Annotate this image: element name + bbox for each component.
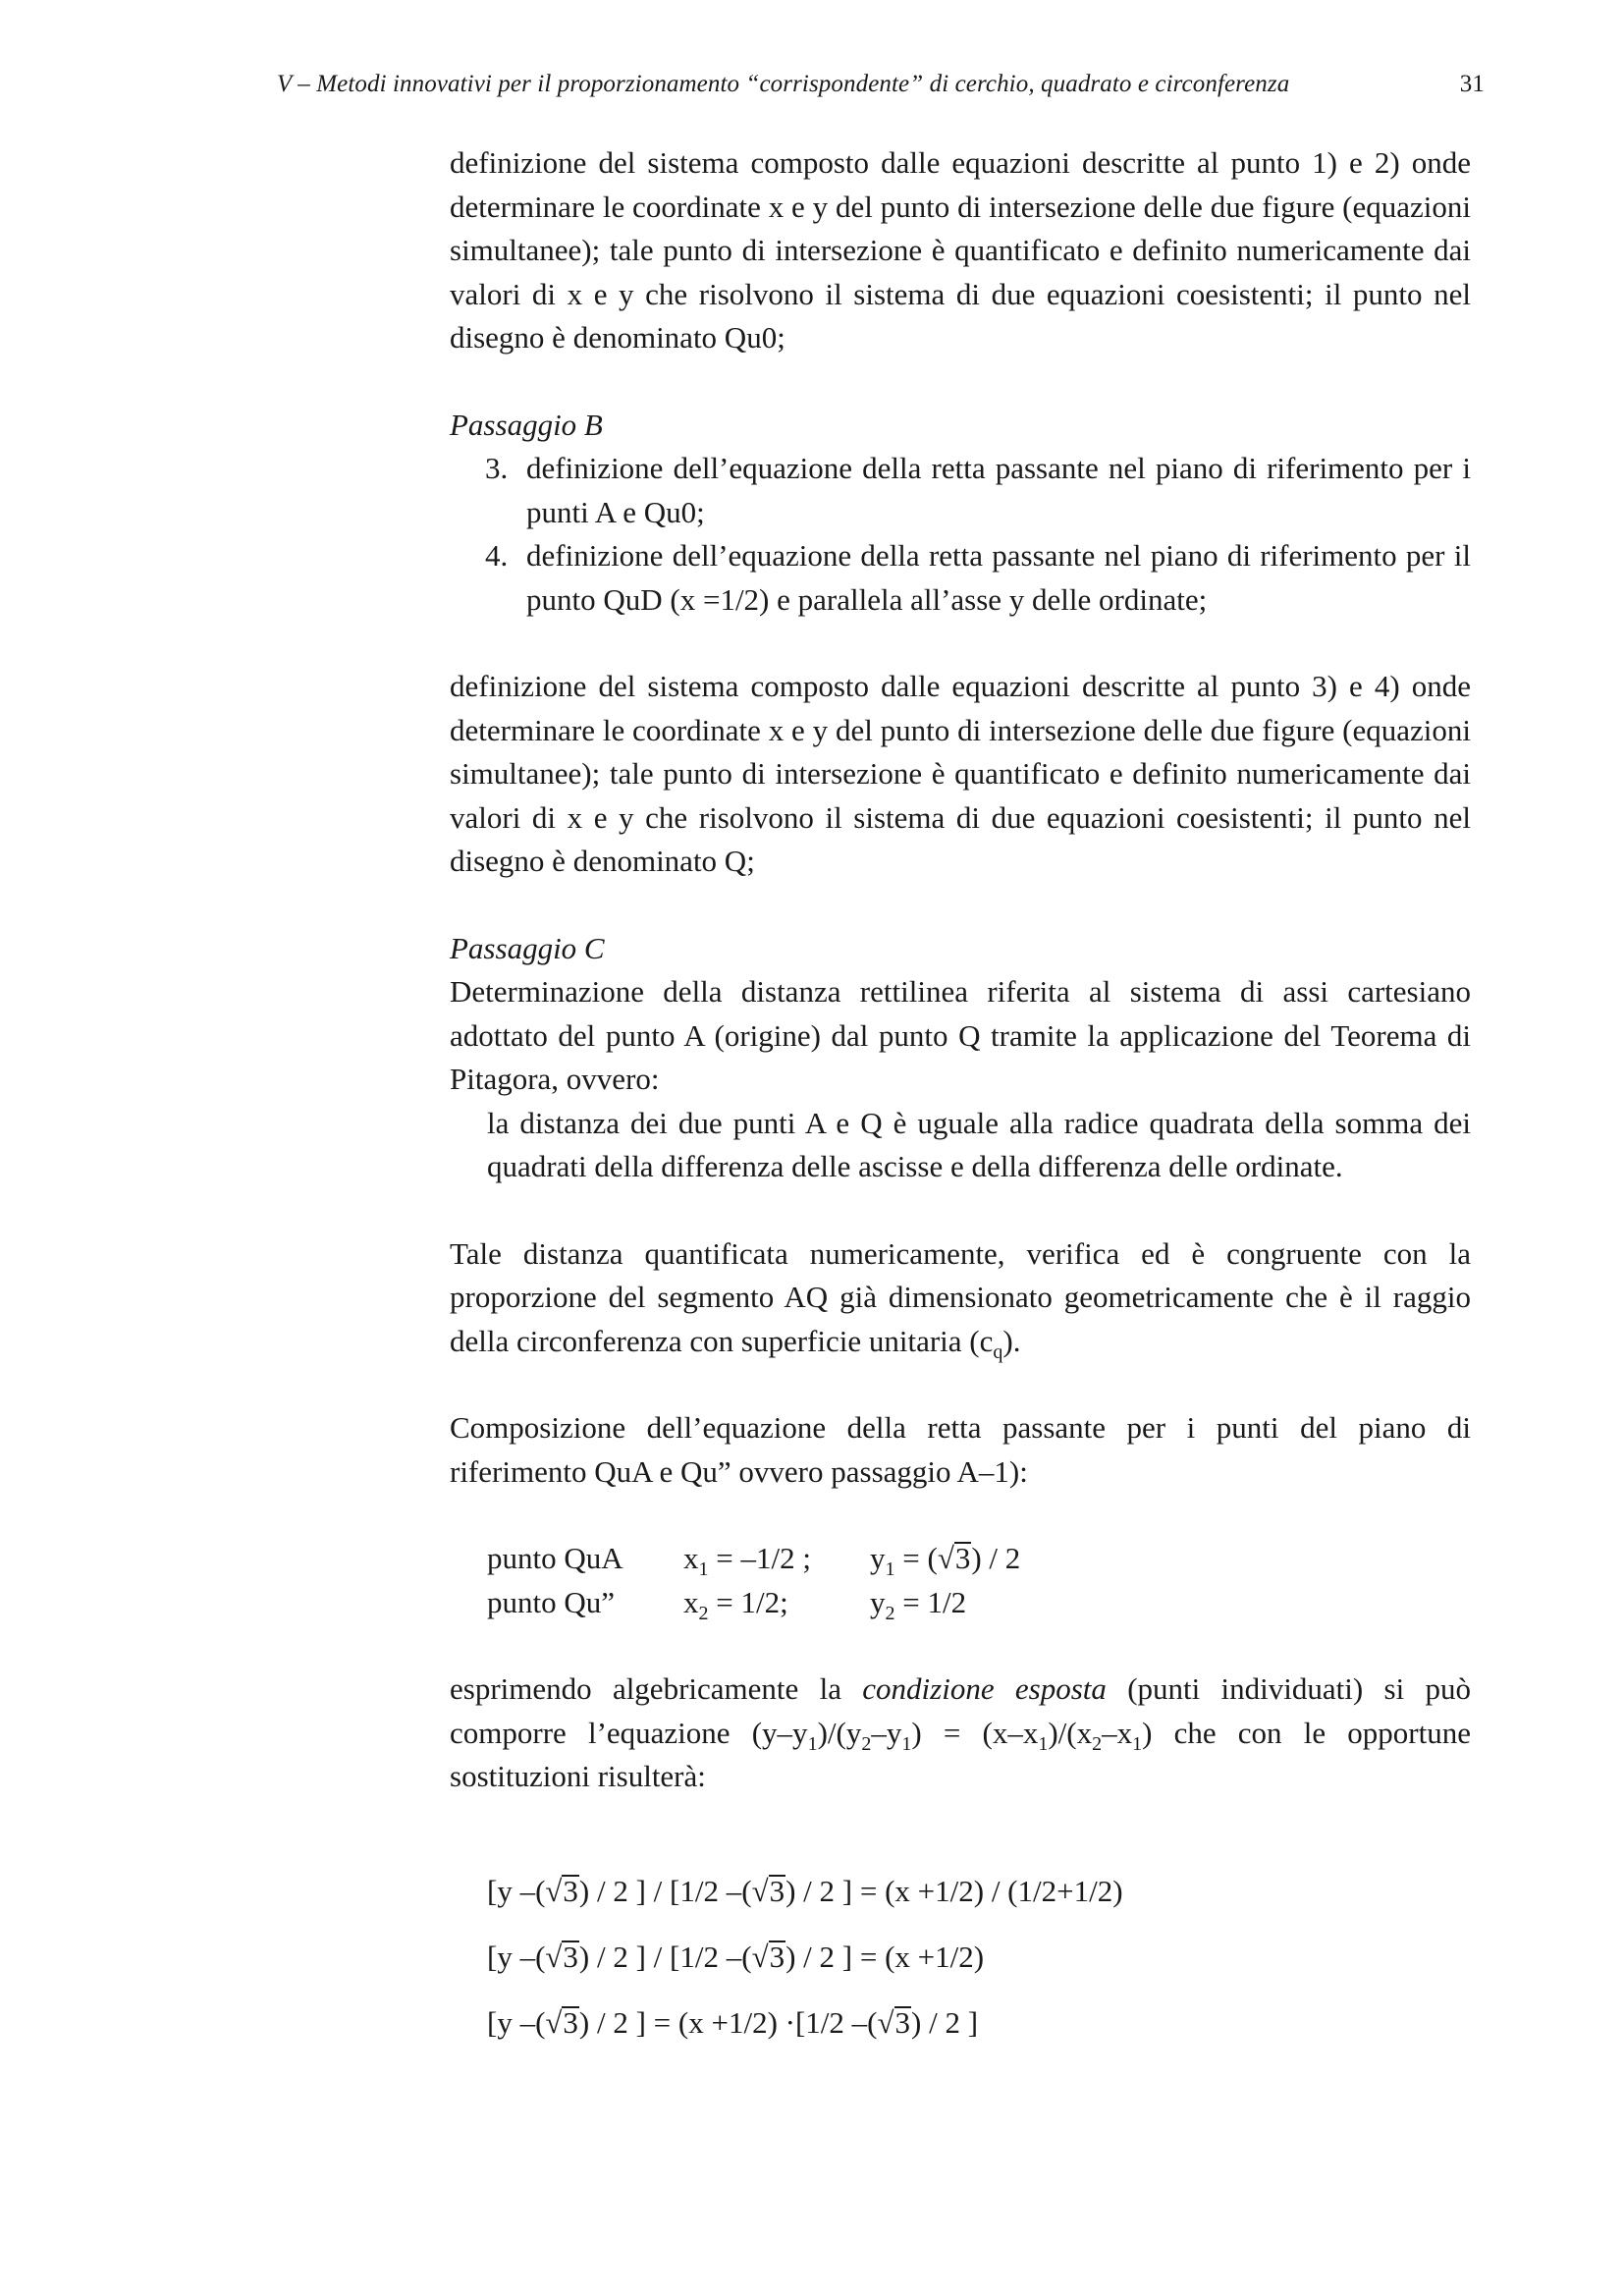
point-label: punto Qu” xyxy=(487,1584,616,1619)
sqrt-icon: √ xyxy=(751,1873,769,1908)
para3-end: ). xyxy=(1002,1323,1021,1358)
point-x: $x_2 = 1/2$; xyxy=(683,1584,788,1624)
paragraph-1: definizione del sistema composto dalle equazioni descritte al punto 1) e 2) onde determinare le coordinate x e y del punto di intersezione delle due figure (equazioni simultanee); tale punto di intersezione è quantificato e definito numericamente dai valori di x e y che risolvono il sistema di due equazioni coesistenti; il punto nel disegno è denominato Qu0; xyxy=(450,145,1471,355)
sqrt-icon: √ xyxy=(751,1939,769,1974)
list-item xyxy=(485,447,1471,534)
list-number: 4. xyxy=(485,538,509,573)
sqrt-icon: √ xyxy=(545,1873,563,1908)
sqrt-icon: √ xyxy=(545,1939,563,1974)
italic-phrase: condizione esposta xyxy=(862,1671,1107,1706)
sqrt-icon: √ xyxy=(937,1541,954,1575)
paragraph-3 xyxy=(450,1232,1471,1364)
equation-2: [y –(√3) / 2 ] / [1/2 –(√3) / 2 ] = (x +1/2) xyxy=(487,1939,985,1974)
point-x: $x_1 = -1/2$ ; xyxy=(683,1541,811,1580)
sqrt-icon: √ xyxy=(545,2004,563,2040)
point-label: punto QuA xyxy=(487,1541,623,1575)
running-title: V – Metodi innovativi per il proporzionamento “corrispondente” di cerchio, quadrato e circonferenza xyxy=(277,71,1290,97)
page-body xyxy=(450,141,1471,2055)
equation-3: [y –(√3) / 2 ] = (x +1/2) ·[1/2 –(√3) / 2 ] xyxy=(487,2004,979,2040)
para3-subscript: q xyxy=(993,1340,1003,1363)
paragraph-5: esprimendo algebricamente la condizione esposta (punti individuati) si può comporre l’equazione $(y-y_1)/(y_2-y_1) = (x-x_1)/(x_2-x_1)$ che con le opportune sostituzioni risulterà: xyxy=(450,1671,1471,1793)
point-y: $y_2 = 1/2$ xyxy=(870,1584,967,1624)
point-row-qua xyxy=(487,1537,1020,1581)
passaggio-b-list xyxy=(450,447,1471,622)
list-number: 3. xyxy=(485,451,509,485)
list-text: definizione dell’equazione della retta passante nel piano di riferimento per il punto QuD (x =1/2) e parallela all’asse y delle ordinate; xyxy=(526,538,1471,617)
point-row-qu2 xyxy=(487,1581,1020,1625)
page-number: 31 xyxy=(1459,71,1485,97)
sqrt-icon: √ xyxy=(877,2004,894,2040)
passaggio-c-intro: Determinazione della distanza rettilinea riferita al sistema di assi cartesiano adottato del punto A (origine) dal punto Q tramite la applicazione del Teorema di Pitagora, ovvero: xyxy=(450,974,1471,1096)
passaggio-c-indented: la distanza dei due punti A e Q è uguale alla radice quadrata della somma dei quadrati della differenza delle ascisse e della differenza delle ordinate. xyxy=(487,1105,1471,1183)
list-item xyxy=(485,534,1471,622)
running-header xyxy=(277,71,1485,98)
points-table xyxy=(487,1537,1020,1624)
point-y: $y_1 = (√3) / 2$ xyxy=(870,1541,1021,1580)
paragraph-2: definizione del sistema composto dalle equazioni descritte al punto 3) e 4) onde determinare le coordinate x e y del punto di intersezione delle due figure (equazioni simultanee); tale punto di intersezione è quantificato e definito numericamente dai valori di x e y che risolvono il sistema di due equazioni coesistenti; il punto nel disegno è denominato Q; xyxy=(450,669,1471,878)
paragraph-4: Composizione dell’equazione della retta passante per i punti del piano di riferimento QuA e Qu” ovvero passaggio A–1): xyxy=(450,1410,1471,1489)
para3-text: Tale distanza quantificata numericamente, verifica ed è congruente con la proporzione del segmento AQ già dimensionato geometricamente che è il raggio della circonferenza con superficie unitaria (c xyxy=(450,1235,1471,1358)
equation-1: [y –(√3) / 2 ] / [1/2 –(√3) / 2 ] = (x +1/2) / (1/2+1/2) xyxy=(487,1873,1123,1908)
passaggio-b-title: Passaggio B xyxy=(450,407,603,442)
list-text: definizione dell’equazione della retta passante nel piano di riferimento per i punti A e Qu0; xyxy=(526,451,1471,529)
passaggio-c-title: Passaggio C xyxy=(450,930,605,965)
